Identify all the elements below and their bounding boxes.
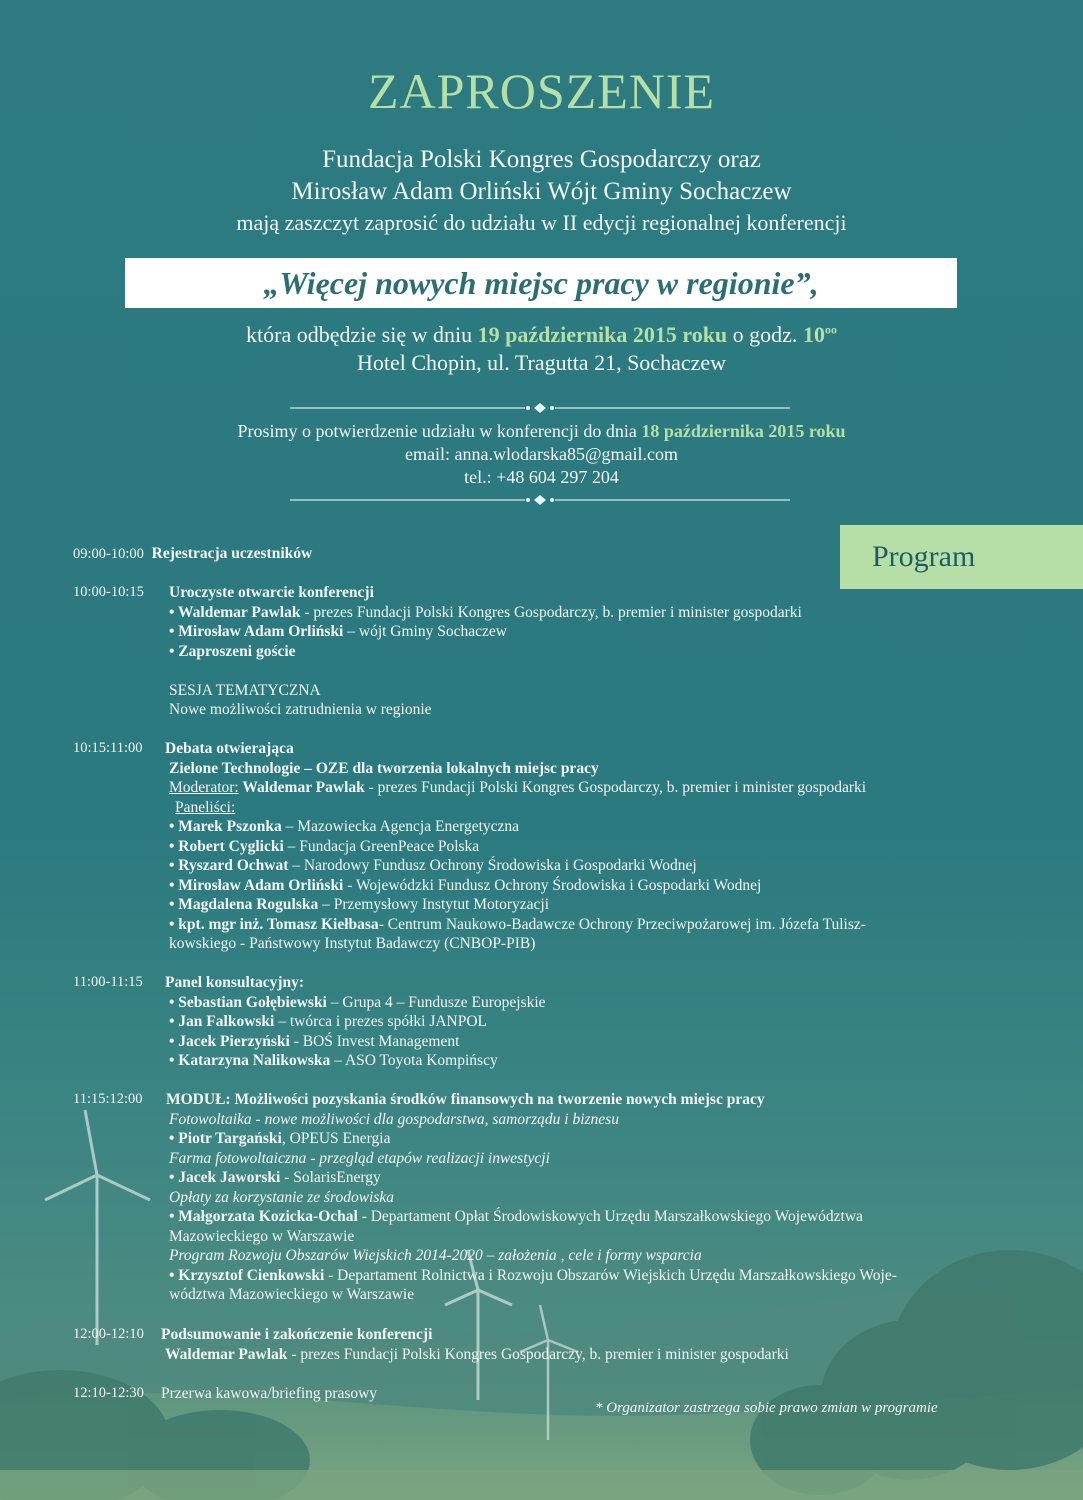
speaker-role: – wójt Gminy Sochaczew <box>343 623 507 640</box>
ornament-divider <box>280 494 800 506</box>
agenda-title: MODUŁ: Możliwości pozyskania środków finansowych na tworzenie nowych miejsc pracy <box>166 1091 765 1108</box>
speaker-role: – Narodowy Fundusz Ochrony Środowiska i Gospodarki Wodnej <box>288 857 697 874</box>
time-prefix: o godz. <box>732 322 798 347</box>
agenda-time: 11:00-11:15 <box>73 974 143 990</box>
speaker-role: - Departament Rolnictwa i Rozwoju Obszarów Wiejskich Urzędu Marszałkowskiego Woje- <box>324 1266 897 1284</box>
agenda-item <box>73 1325 1023 1364</box>
speaker-role: - Centrum Naukowo-Badawcze Ochrony Przeciwpożarowej im. Józefa Tulisz- <box>378 915 866 933</box>
event-date: 19 października 2015 roku <box>477 322 728 347</box>
speaker-name: • Mirosław Adam Orliński <box>169 876 344 894</box>
page-title: ZAPROSZENIE <box>367 63 716 119</box>
speaker-role: Mazowieckiego w Warszawie <box>169 1227 355 1245</box>
topic-title: Fotowoltaika - nowe możliwości dla gospodarstwa, samorządu i biznesu <box>169 1110 619 1128</box>
speaker-name: • Krzysztof Cienkowski <box>169 1266 325 1284</box>
speaker-name: • Mirosław Adam Orliński <box>169 623 344 640</box>
agenda-title: Podsumowanie i zakończenie konferencji <box>161 1326 433 1343</box>
contact-phone[interactable]: tel.: +48 604 297 204 <box>464 467 619 487</box>
speaker-role: – twórca i prezes spółki JANPOL <box>274 1013 488 1030</box>
session-title: Nowe możliwości zatrudnienia w regionie <box>169 701 432 718</box>
confirmation-text: Prosimy o potwierdzenie udziału w konferencji do dnia <box>237 421 637 441</box>
topic-title: Program Rozwoju Obszarów Wiejskich 2014-2020 – założenia , cele i formy wsparcia <box>169 1247 702 1264</box>
session-label: SESJA TEMATYCZNA <box>169 681 321 699</box>
panelists-label: Paneliści: <box>175 798 236 816</box>
speaker-role: - Departament Opłat Środowiskowych Urzędu Marszałkowskiego Województwa <box>357 1208 863 1225</box>
topic-title: Opłaty za korzystanie ze środowiska <box>169 1188 395 1206</box>
agenda-item <box>73 739 1023 954</box>
speaker-name: • Magdalena Rogulska <box>169 896 319 913</box>
footnote: * Organizator zastrzega sobie prawo zmian w programie <box>595 1400 938 1416</box>
speaker-role: – Przemysłowy Instytut Motoryzacji <box>318 896 550 913</box>
confirmation-line <box>0 421 1083 442</box>
agenda-title: Rejestracja uczestników <box>151 545 313 562</box>
speaker-name: • Waldemar Pawlak <box>169 603 301 621</box>
organizer-line-2: Mirosław Adam Orliński Wójt Gminy Sochaczew <box>291 178 792 205</box>
invitation-line: mają zaszczyt zaprosić do udziału w II edycji regionalnej konferencji <box>236 210 847 235</box>
organizer-line-1: Fundacja Polski Kongres Gospodarczy oraz <box>322 146 761 173</box>
agenda-title: Przerwa kawowa/briefing prasowy <box>161 1385 378 1402</box>
agenda-item <box>73 973 1023 1071</box>
speaker-role: , OPEUS Energia <box>281 1130 391 1147</box>
speaker-role: – Mazowiecka Agencja Energetyczna <box>281 818 520 835</box>
speaker-role: – ASO Toyota Kompińscy <box>330 1052 498 1069</box>
date-prefix: która odbędzie się w dniu <box>246 322 473 347</box>
agenda-time: 12:10-12:30 <box>73 1385 144 1401</box>
agenda-time: 10:00-10:15 <box>73 584 144 600</box>
agenda-title: Panel konsultacyjny: <box>165 974 305 991</box>
speaker-name: • Jacek Jaworski <box>169 1169 281 1186</box>
agenda-time: 09:00-10:00 <box>73 546 144 562</box>
agenda-time: 12:00-12:10 <box>73 1326 144 1342</box>
speaker-role: - BOŚ Invest Management <box>289 1032 460 1050</box>
agenda-item <box>73 1090 1023 1305</box>
speaker-name: • Małgorzata Kozicka-Ochal <box>169 1208 358 1225</box>
speaker-role: - prezes Fundacji Polski Kongres Gospodarczy, b. premier i minister gospodarki <box>287 1345 789 1363</box>
event-venue: Hotel Chopin, ul. Tragutta 21, Sochaczew <box>356 350 727 375</box>
speaker-name: • Robert Cyglicki <box>169 837 284 855</box>
agenda-time: 11:15:12:00 <box>73 1091 143 1107</box>
agenda-item <box>73 583 1023 720</box>
agenda-item <box>73 544 1023 565</box>
speaker-name: • Zaproszeni goście <box>169 642 296 660</box>
speaker-name: • Marek Pszonka <box>169 818 282 835</box>
moderator-label: Moderator: <box>169 779 239 796</box>
speaker-role: – Grupa 4 – Fundusze Europejskie <box>326 993 546 1011</box>
confirmation-deadline: 18 października 2015 roku <box>641 421 846 441</box>
speaker-name: Waldemar Pawlak <box>238 779 365 796</box>
speaker-name: • Sebastian Gołębiewski <box>169 993 327 1011</box>
agenda-title: Uroczyste otwarcie konferencji <box>169 584 374 601</box>
agenda-time: 10:15:11:00 <box>73 740 143 756</box>
speaker-name: • kpt. mgr inż. Tomasz Kiełbasa <box>169 915 379 933</box>
speaker-name: • Ryszard Ochwat <box>169 857 289 874</box>
event-time: $10^{oo}$ <box>802 322 837 347</box>
event-date-line <box>0 322 1083 348</box>
speaker-name: • Katarzyna Nalikowska <box>169 1052 331 1069</box>
ornament-divider <box>280 402 800 414</box>
agenda-title: Debata otwierająca <box>165 740 294 757</box>
contact-email[interactable]: email: anna.wlodarska85@gmail.com <box>405 444 678 464</box>
speaker-role: - Wojewódzki Fundusz Ochrony Środowiska i Gospodarki Wodnej <box>343 876 762 894</box>
speaker-name: • Piotr Targański <box>169 1130 282 1147</box>
conference-title: „Więcej nowych miejsc pracy w regionie”, <box>263 265 819 301</box>
speaker-name: • Jan Falkowski <box>169 1013 275 1030</box>
program-label: Program <box>840 525 1083 589</box>
speaker-name: • Jacek Pierzyński <box>169 1032 290 1050</box>
speaker-role: - prezes Fundacji Polski Kongres Gospodarczy, b. premier i minister gospodarki <box>364 779 867 796</box>
speaker-role: – Fundacja GreenPeace Polska <box>283 837 480 855</box>
speaker-role: - SolarisEnergy <box>280 1169 381 1186</box>
agenda-subtitle: Zielone Technologie – OZE dla tworzenia lokalnych miejsc pracy <box>169 759 599 777</box>
conference-title-banner <box>125 258 957 308</box>
speaker-role: wództwa Mazowieckiego w Warszawie <box>169 1286 415 1303</box>
speaker-role: kowskiego - Państwowy Instytut Badawczy (CNBOP-PIB) <box>169 935 536 952</box>
topic-title: Farma fotowoltaiczna - przegląd etapów realizacji inwestycji <box>169 1149 550 1167</box>
speaker-name: Waldemar Pawlak <box>165 1345 288 1363</box>
speaker-role: - prezes Fundacji Polski Kongres Gospodarczy, b. premier i minister gospodarki <box>300 603 802 621</box>
